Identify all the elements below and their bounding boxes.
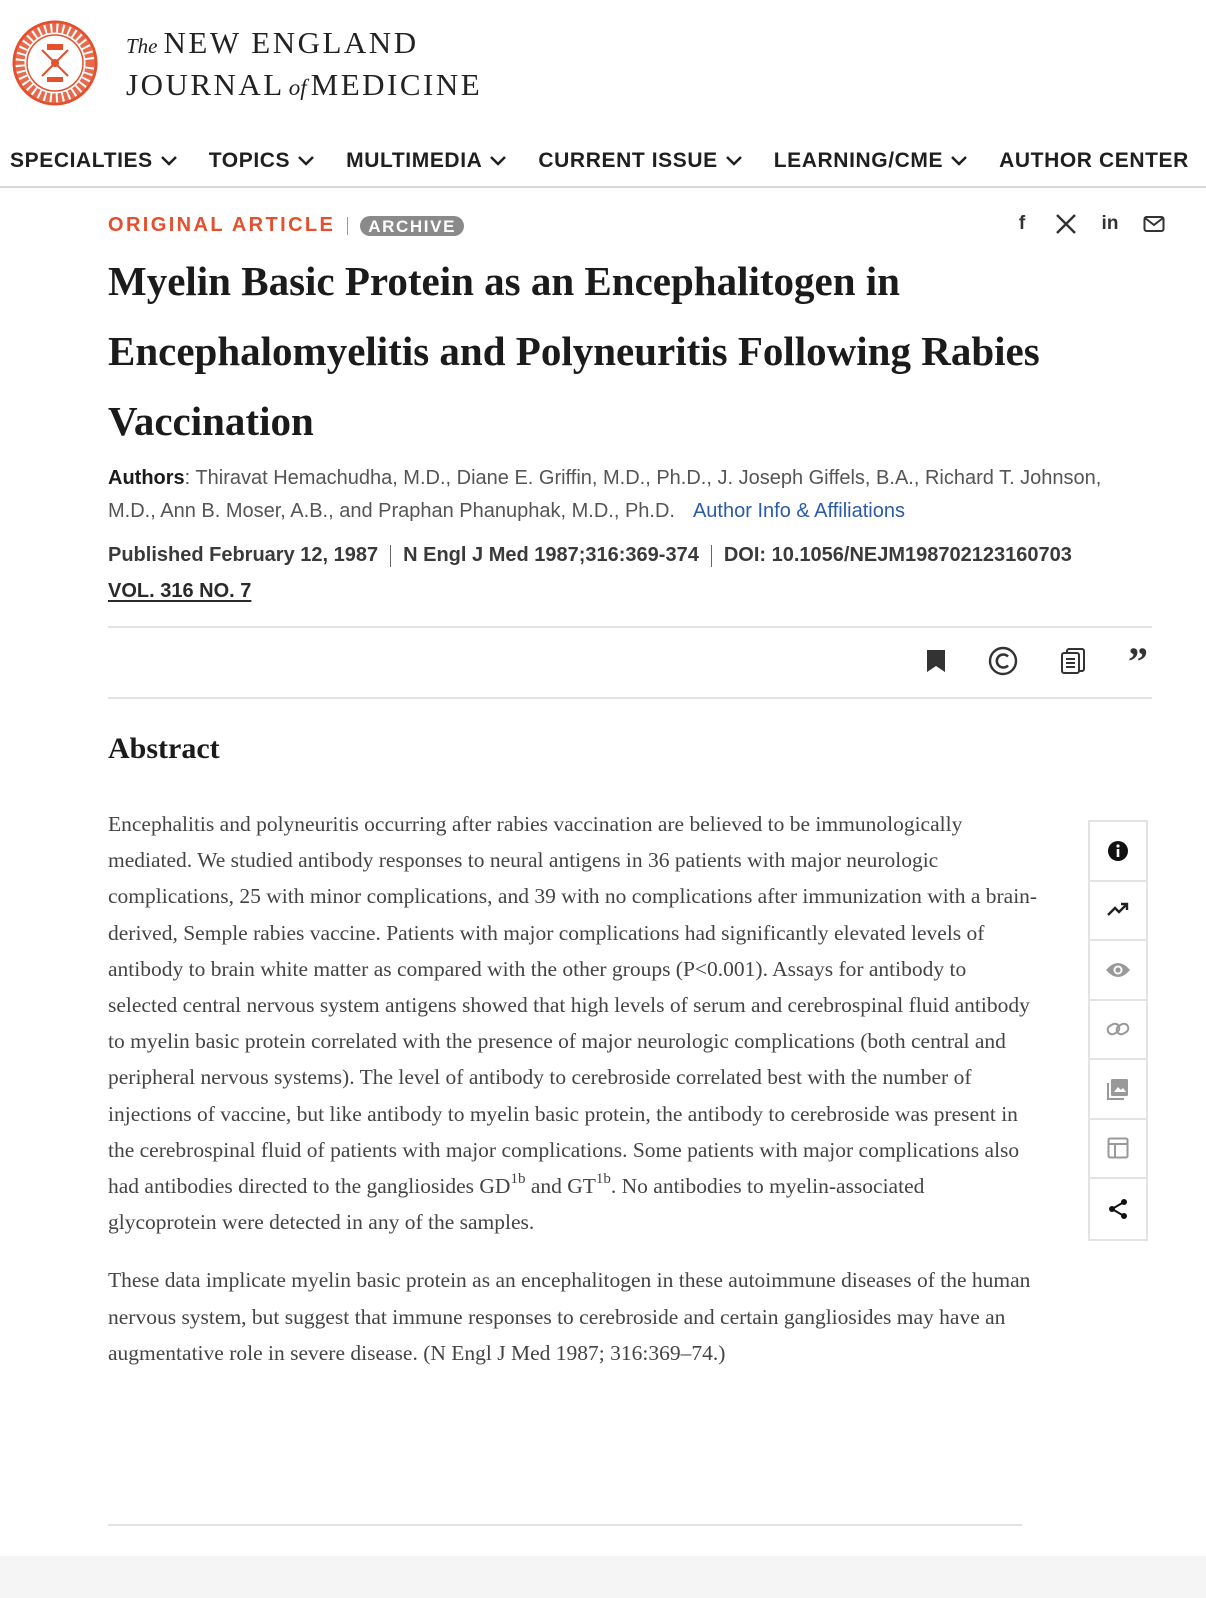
chevron-down-icon [298,156,314,166]
nav-label: LEARNING/CME [773,149,944,172]
abstract-body [108,806,1038,1371]
main-navigation [0,140,1206,188]
chevron-down-icon [726,156,742,166]
divider [390,545,391,567]
wordmark-the: The [126,34,158,58]
image-icon [1106,1077,1130,1101]
share-icon [1107,1198,1129,1220]
chevron-down-icon [490,156,506,166]
linkedin-icon[interactable]: in [1101,213,1119,234]
wordmark-of: of [288,75,307,100]
copy-icon[interactable] [1060,647,1086,680]
authors-names[interactable]: : Thiravat Hemachudha, M.D., Diane E. Griffin, M.D., Ph.D., J. Joseph Giffels, B.A., Richard T. Johnson, M.D., Ann B. Moser, A.B., and Praphan Phanuphak, M.D., Ph.D. [108,467,1102,522]
nav-topics[interactable] [199,140,314,182]
abstract-heading: Abstract [108,732,220,765]
doi[interactable]: DOI: 10.1056/NEJM198702123160703 [723,544,1072,566]
link-icon [1106,1021,1130,1037]
abstract-text: and GT [525,1174,596,1199]
quote-icon[interactable]: ” [1128,638,1148,684]
published-date: Published February 12, 1987 [108,544,379,566]
nav-label: MULTIMEDIA [346,149,483,172]
volume-issue-link[interactable]: VOL. 316 NO. 7 [108,580,252,602]
chevron-down-icon [161,156,177,166]
divider [711,545,712,567]
nav-label: CURRENT ISSUE [538,149,718,172]
divider [108,1524,1022,1526]
share-toolbar [1010,212,1166,236]
abstract-paragraph: These data implicate myelin basic protein as an encephalitogen in these autoimmune diseases of the human nervous system, but suggest that immune responses to cerebroside and certain gangliosides may have an augmentative role in severe disease. (N Engl J Med 1987; 316:369–74.) [108,1268,1031,1365]
publication-info [108,544,1072,567]
nav-label: AUTHOR CENTER [999,149,1189,172]
nav-learning-cme[interactable] [764,140,967,182]
info-icon [1107,840,1129,862]
facebook-icon[interactable]: f [1018,213,1026,234]
eye-icon [1105,961,1131,979]
info-button[interactable] [1090,822,1146,882]
divider [347,217,348,235]
subscript-1b: 1b [510,1170,526,1187]
nav-current-issue[interactable] [528,140,741,182]
article-type-row [108,214,464,237]
author-affiliations-link[interactable]: Author Info & Affiliations [692,500,905,522]
table-icon [1107,1137,1129,1159]
side-tool-rail [1088,820,1148,1241]
article-tools [926,638,1148,684]
nav-author-center[interactable] [989,140,1189,182]
nav-label: SPECIALTIES [10,149,153,172]
journal-wordmark[interactable] [126,26,482,110]
authors-label: Authors [108,467,185,489]
nav-multimedia[interactable] [336,140,506,182]
wordmark-journal: JOURNAL [126,67,285,102]
figures-button[interactable] [1090,1060,1146,1120]
chevron-down-icon [951,156,967,166]
divider [108,697,1152,699]
article-type-label[interactable]: ORIGINAL ARTICLE [108,214,336,236]
wordmark-new-england: NEW ENGLAND [163,25,419,60]
email-icon[interactable] [1142,212,1166,236]
subscript-1b: 1b [595,1170,611,1187]
link-button[interactable] [1090,1001,1146,1061]
article-title: Myelin Basic Protein as an Encephalitogen in Encephalomyelitis and Polyneuritis Following Rabies Vaccination [108,258,1040,444]
x-icon[interactable] [1054,212,1078,236]
nav-label: TOPICS [208,149,291,172]
wordmark-medicine: MEDICINE [310,67,483,102]
abstract-text: Encephalitis and polyneuritis occurring after rabies vaccination are believed to be immunologically mediated. We studied antibody responses to neural antigens in 36 patients with major neurologic complications, 25 with minor complications, and 39 with no complications after immunization with a brain-derived, Semple rabies vaccine. Patients with major complications had significantly elevated levels of antibody to brain white matter as compared with the other groups (P<0.001). Assays for antibody to selected central nervous system antigens showed that high levels of serum and cerebrospinal fluid antibody to myelin basic protein correlated with the presence of major neurologic complications (both central and peripheral nervous systems). The level of antibody to cerebroside correlated best with the number of injections of vaccine, but like antibody to myelin basic protein, the antibody to cerebroside was present in the cerebrospinal fluid of patients with major complications. Some patients with major complications also had antibodies directed to the gangliosides GD [108,812,1038,1199]
page-footer-band [0,1556,1206,1598]
view-button[interactable] [1090,941,1146,1001]
author-list [108,462,1108,528]
metrics-button[interactable] [1090,882,1146,942]
nejm-seal-logo[interactable] [12,20,98,106]
archive-badge: ARCHIVE [360,216,464,236]
nav-specialties[interactable] [0,140,177,182]
tables-button[interactable] [1090,1120,1146,1180]
trending-icon [1106,902,1130,918]
divider [108,626,1152,628]
abstract-paragraph [108,806,1038,1240]
abstract-text: . No antibodies to myelin-associated glycoprotein were detected in any of the samples. [108,1174,925,1235]
bookmark-icon[interactable] [926,649,946,678]
copyright-icon[interactable] [988,646,1018,681]
citation: N Engl J Med 1987;316:369-374 [403,544,699,566]
share-button[interactable] [1090,1179,1146,1239]
